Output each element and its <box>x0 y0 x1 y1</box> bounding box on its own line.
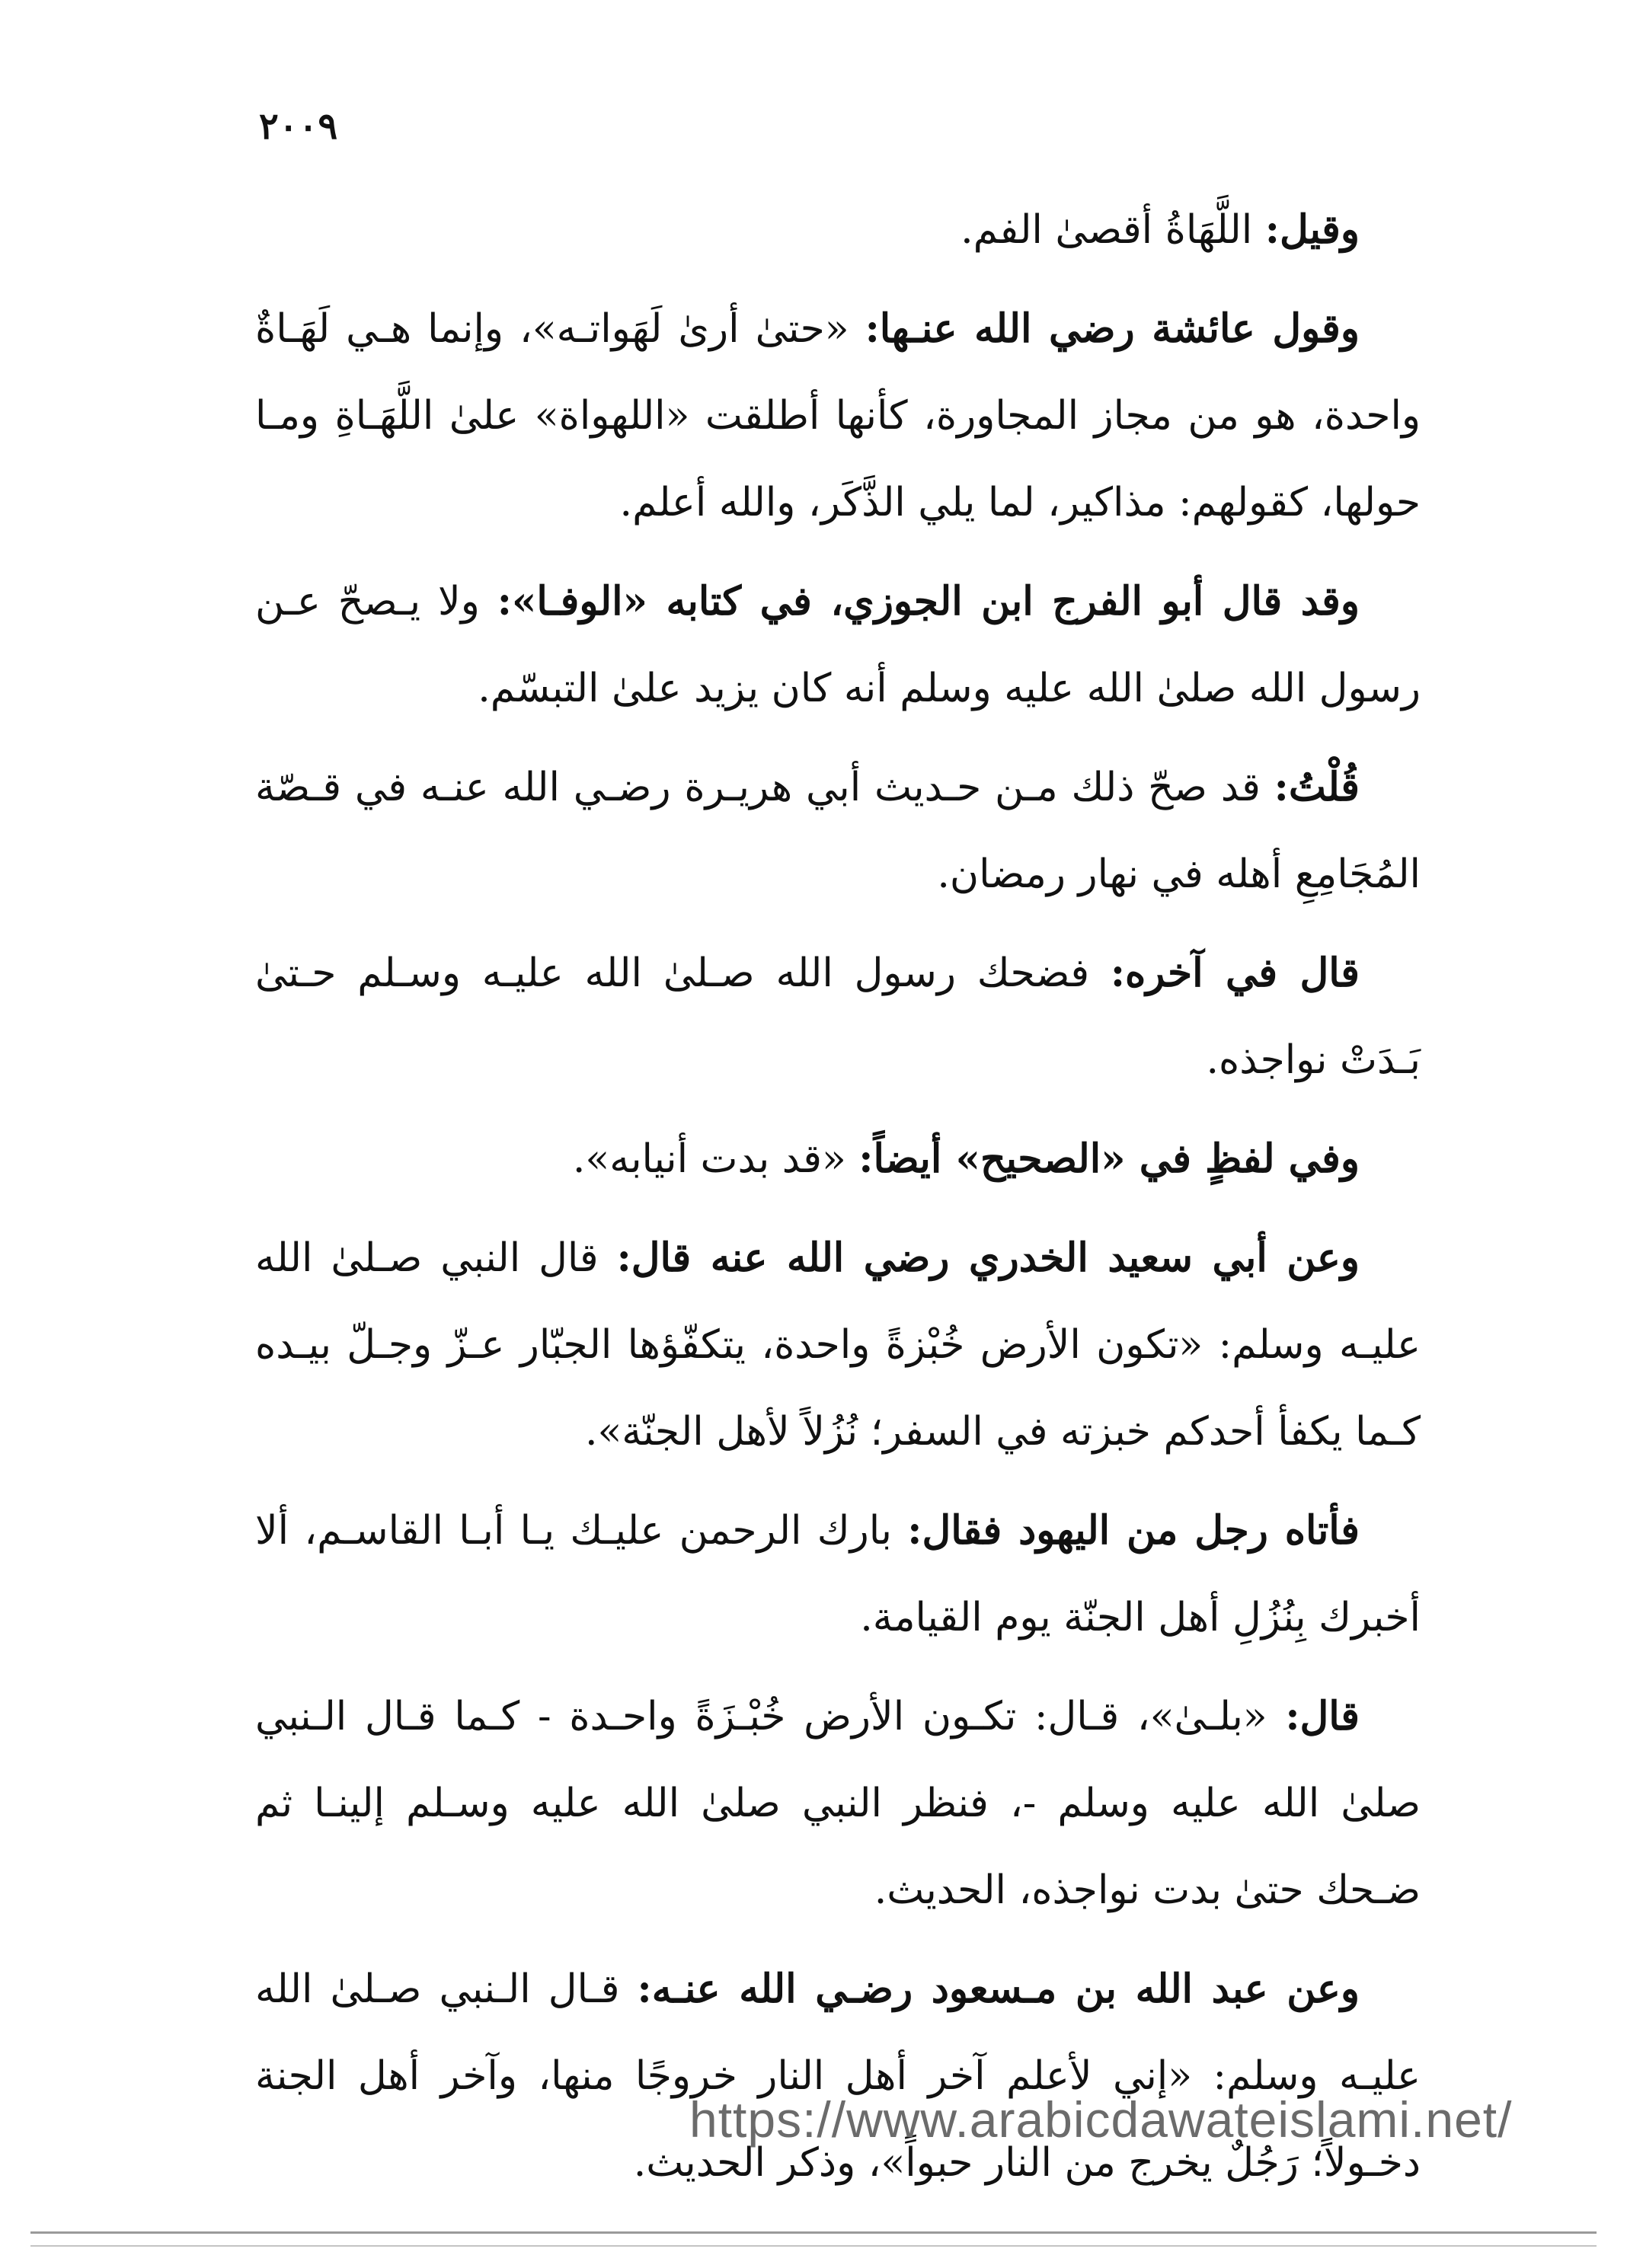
paragraph-5 <box>255 930 1421 1104</box>
scan-edge-line <box>30 2231 1597 2234</box>
paragraph-2-lead: وقول عائشة رضي الله عنـها: <box>865 305 1360 352</box>
paragraph-4 <box>255 744 1421 918</box>
paragraph-3-text: ولا يـصحّ عـن رسول الله صلىٰ الله عليه وسلم أنه كان يزيد علىٰ التبسّم. <box>255 579 1421 711</box>
paragraph-5-text: فضحك رسول الله صـلىٰ الله عليـه وسـلم حـتىٰ بَـدَتْ نواجذه. <box>255 950 1421 1083</box>
paragraph-4-text: قد صحّ ذلك مـن حـديث أبي هريـرة رضـي الله عنـه في قـصّة المُجَامِعِ أهله في نهار رمضان. <box>255 765 1421 897</box>
paragraph-6-text: «قد بدت أنيابه». <box>572 1136 859 1182</box>
paragraph-6-lead: وفي لفظٍ في «الصحيح» أيضاً: <box>858 1136 1360 1182</box>
paragraph-7 <box>255 1215 1421 1475</box>
paragraph-9 <box>255 1673 1421 1934</box>
website-watermark: https://www.arabicdawateislami.net/ <box>689 2091 1513 2148</box>
paragraph-4-lead: قُلْتُ: <box>1274 764 1360 810</box>
paragraph-1-text: اللَّهَاةُ أقصىٰ الفم. <box>961 207 1265 253</box>
page-number: ٢٠٠٩ <box>259 105 338 148</box>
paragraph-5-lead: قال في آخره: <box>1110 950 1360 996</box>
paragraph-3 <box>255 558 1421 732</box>
page-body <box>255 187 1421 2218</box>
paragraph-2 <box>255 286 1421 546</box>
paragraph-3-lead: وقد قال أبو الفرج ابن الجوزي، في كتابه «الوفـا»: <box>497 578 1360 624</box>
paragraph-10 <box>255 1946 1421 2206</box>
paragraph-10-lead: وعن عبد الله بن مـسعود رضـي الله عنـه: <box>637 1966 1360 2012</box>
paragraph-6 <box>255 1116 1421 1203</box>
scan-edge-line-secondary <box>30 2245 1597 2247</box>
paragraph-7-lead: وعن أبي سعيد الخدري رضي الله عنه قال: <box>616 1235 1360 1281</box>
paragraph-8 <box>255 1487 1421 1661</box>
paragraph-9-text: «بلـىٰ»، قـال: تكـون الأرض خُبْـزَةً واحـدة - كـما قـال الـنبي صلىٰ الله عليه وسلم -، فنظر النبي صلىٰ الله عليه وسـلم إلينـا ثم ضـحك حتىٰ بدت نواجذه، الحديث. <box>255 1694 1421 1913</box>
paragraph-1-lead: وقيل: <box>1264 206 1360 253</box>
paragraph-10-text: قـال الـنبي صـلىٰ الله عليـه وسلم: «إني لأعلم آخر أهل النار خروجًا منها، وآخر أهل الجنة دخـولاً؛ رَجُلٌ يخرج من النار حبواً»، وذكر الحديث. <box>255 1966 1421 2186</box>
paragraph-9-lead: قال: <box>1285 1693 1360 1739</box>
paragraph-1 <box>255 187 1421 273</box>
paragraph-2-text: «حتىٰ أرىٰ لَهَواتـه»، وإنما هـي لَهَـاةٌ واحدة، هو من مجاز المجاورة، كأنها أطلقت «اللهواة» علىٰ اللَّهَـاةِ ومـا حولها، كقولهم: مذاكير، لما يلي الذَّكَر، والله أعلم. <box>255 306 1421 525</box>
paragraph-8-lead: فأتاه رجل من اليهود فقال: <box>907 1507 1360 1554</box>
paragraph-7-text: قال النبي صـلىٰ الله عليـه وسلم: «تكون الأرض خُبْزةً واحدة، يتكفّؤها الجبّار عـزّ وجـلّ بيـده كـما يكفأ أحدكم خبزته في السفر؛ نُزُلاً لأهل الجنّة». <box>255 1235 1421 1455</box>
paragraph-8-text: بارك الرحمن عليـك يـا أبـا القاسـم، ألا أخبرك بِنُزُلِ أهل الجنّة يوم القيامة. <box>255 1508 1421 1640</box>
